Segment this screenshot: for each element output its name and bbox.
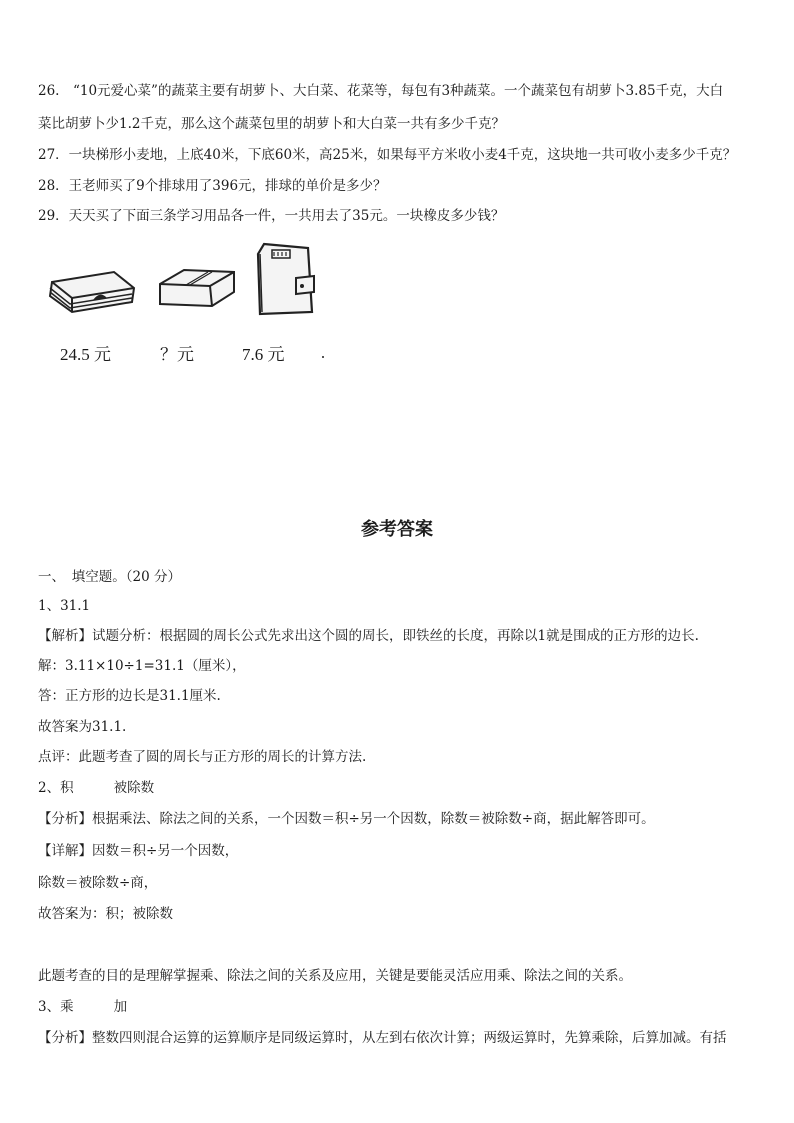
- answer-2-second: 被除数: [113, 780, 155, 796]
- answer-2-analysis: 【分析】根据乘法、除法之间的关系，一个因数＝积÷另一个因数，除数＝被除数÷商，据此解答即可。: [38, 811, 655, 827]
- question-29: 29．天天买了下面三条学习用品各一件，一共用去了35元。一块橡皮多少钱？: [38, 208, 505, 224]
- answer-1-answer: 答：正方形的边长是31.1厘米.: [38, 688, 221, 704]
- answer-2-detail: 【详解】因数＝积÷另一个因数，: [38, 843, 239, 859]
- section-fill-blank: 一、 填空题。（20 分）: [38, 569, 181, 585]
- answer-3-first: 3、乘: [38, 999, 74, 1015]
- answer-3-analysis: 【分析】整数四则混合运算的运算顺序是同级运算时，从左到右依次计算；两级运算时，先算乘除，后算加减。有括: [38, 1030, 727, 1046]
- eraser-icon: [156, 264, 238, 316]
- answers-title: 参考答案: [361, 519, 433, 540]
- answer-1-solution: 解：3.11×10÷1=31.1（厘米），: [38, 658, 246, 674]
- answer-3-number: [38, 998, 127, 1016]
- price-notebook: 7.6 元: [242, 345, 285, 364]
- answer-2-detail2: 除数＝被除数÷商，: [38, 875, 158, 891]
- answer-2-first: 2、积: [38, 780, 74, 796]
- question-26-line1: 26. “10元爱心菜”的蔬菜主要有胡萝卜、大白菜、花菜等，每包有3种蔬菜。一个蔬菜包有胡萝卜3.85千克，大白: [38, 83, 724, 99]
- question-26-line2: 菜比胡萝卜少1.2千克，那么这个蔬菜包里的胡萝卜和大白菜一共有多少千克？: [38, 116, 505, 132]
- answer-1-final: 故答案为31.1.: [38, 719, 127, 735]
- answer-2-number: [38, 779, 154, 797]
- answer-3-second: 加: [113, 999, 128, 1015]
- answer-1-comment: 点评：此题考查了圆的周长与正方形的周长的计算方法.: [38, 749, 367, 765]
- notebook-icon: [252, 240, 318, 322]
- price-pencil-case: 24.5 元: [60, 345, 111, 364]
- stray-dot: [322, 356, 324, 358]
- answer-1-number: 1、31.1: [38, 598, 91, 614]
- answer-2-final: 故答案为：积；被除数: [38, 906, 173, 922]
- pencil-case-icon: [44, 268, 139, 320]
- question-28: 28．王老师买了9个排球用了396元，排球的单价是多少？: [38, 178, 387, 194]
- price-eraser: ？元: [160, 345, 194, 364]
- answer-2-comment: 此题考查的目的是理解掌握乘、除法之间的关系及应用，关键是要能灵活应用乘、除法之间的关系。: [38, 968, 632, 984]
- answer-1-analysis: 【解析】试题分析：根据圆的周长公式先求出这个圆的周长，即铁丝的长度，再除以1就是围成的正方形的边长.: [38, 628, 699, 644]
- question-27: 27．一块梯形小麦地，上底40米，下底60米，高25米，如果每平方米收小麦4千克，这块地一共可收小麦多少千克？: [38, 147, 737, 163]
